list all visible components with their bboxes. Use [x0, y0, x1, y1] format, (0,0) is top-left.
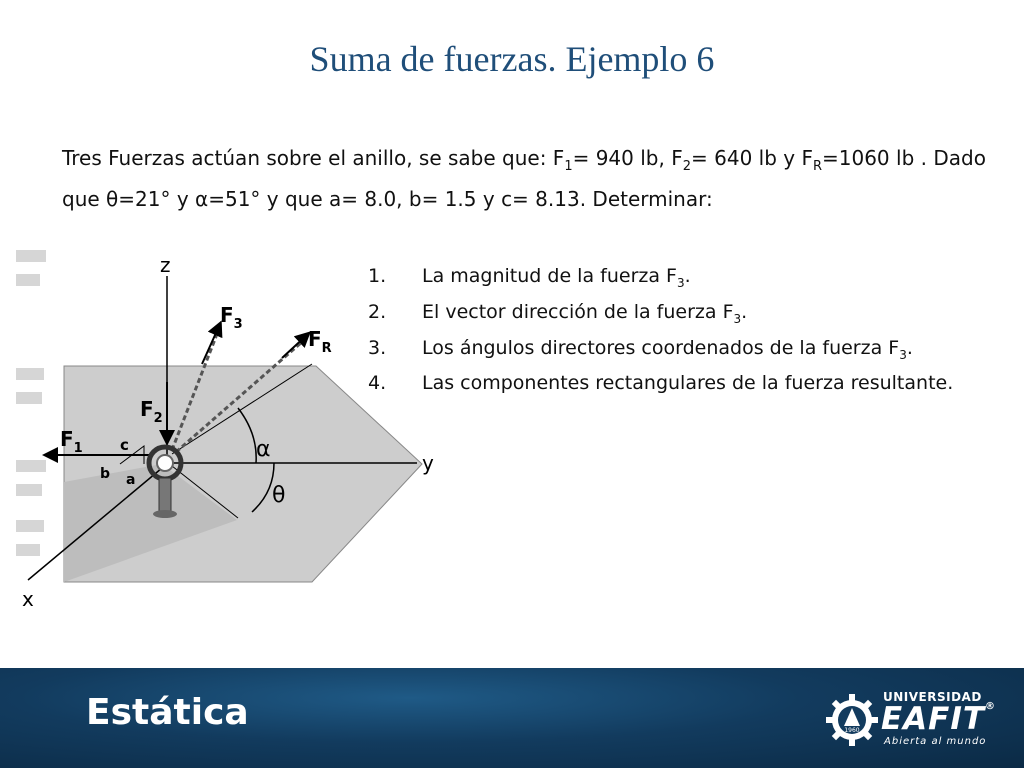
statement-sub: 2 [682, 159, 691, 174]
axis-label-x: x [22, 587, 34, 611]
statement-text: = 640 lb y F [691, 146, 813, 170]
axis-label-z: z [160, 253, 171, 277]
list-tail: . [684, 265, 691, 287]
force-fr-arrow [282, 334, 308, 358]
bolt-nut [153, 510, 177, 518]
label-f1: $F_1$ [60, 427, 83, 456]
list-text: Las componentes rectangulares de la fuerza resultante. [422, 372, 954, 395]
list-text: Los ángulos directores coordenados de la fuerza F [422, 336, 900, 359]
statement-text: = 940 lb, F [572, 146, 683, 170]
statement-text: =1060 lb . Dado que θ=21° y α=51° y que a= 8.0, b= 1.5 y c= 8.13. Determinar: [62, 146, 986, 211]
label-f3: $F_3$ [220, 303, 243, 332]
list-text: El vector dirección de la fuerza F [422, 300, 734, 323]
label-alpha: α [256, 437, 271, 462]
footer-bar [0, 668, 1024, 768]
list-number: 1. [368, 265, 387, 287]
eye-bolt [159, 478, 171, 514]
logo-slogan: Abierta al mundo [884, 736, 987, 747]
course-title: Estática [86, 692, 249, 733]
force-f3-arrow [202, 324, 220, 364]
list-item [368, 262, 988, 298]
logo-registered: ® [985, 701, 997, 712]
list-number: 3. [368, 336, 387, 359]
statement-text: Tres Fuerzas actúan sobre el anillo, se sabe que: F [62, 146, 565, 170]
logo-year: 1960 [844, 727, 860, 734]
list-tail: . [741, 300, 748, 323]
ring-inner [157, 455, 173, 471]
label-fr: $F_R$ [308, 327, 332, 356]
logo-name [881, 701, 996, 737]
statement-sub: R [812, 159, 822, 174]
list-sub: 3 [899, 347, 907, 362]
list-number: 4. [368, 372, 387, 395]
label-a: a [126, 472, 136, 488]
label-f2: $F_2$ [140, 397, 163, 426]
logo-name-text: EAFIT [881, 701, 986, 737]
label-theta: θ [272, 483, 286, 508]
list-sub: 3 [733, 311, 742, 326]
tasks-list [368, 262, 988, 398]
axis-label-y: y [422, 451, 434, 475]
background-trace [16, 250, 46, 556]
problem-statement [62, 142, 992, 215]
label-b: b [100, 466, 111, 482]
slide-title: Suma de fuerzas. Ejemplo 6 [309, 39, 715, 79]
list-item [368, 369, 988, 398]
eafit-logo [826, 688, 996, 752]
list-item [368, 298, 988, 334]
logo-university: UNIVERSIDAD [883, 690, 982, 704]
list-number: 2. [368, 300, 387, 323]
gear-emblem-icon [826, 694, 878, 746]
list-text: La magnitud de la fuerza F [422, 265, 677, 287]
label-c: c [120, 436, 129, 454]
list-item [368, 334, 988, 370]
list-sub: 3 [676, 275, 685, 290]
statement-sub: 1 [564, 159, 573, 174]
list-tail: . [906, 336, 913, 359]
